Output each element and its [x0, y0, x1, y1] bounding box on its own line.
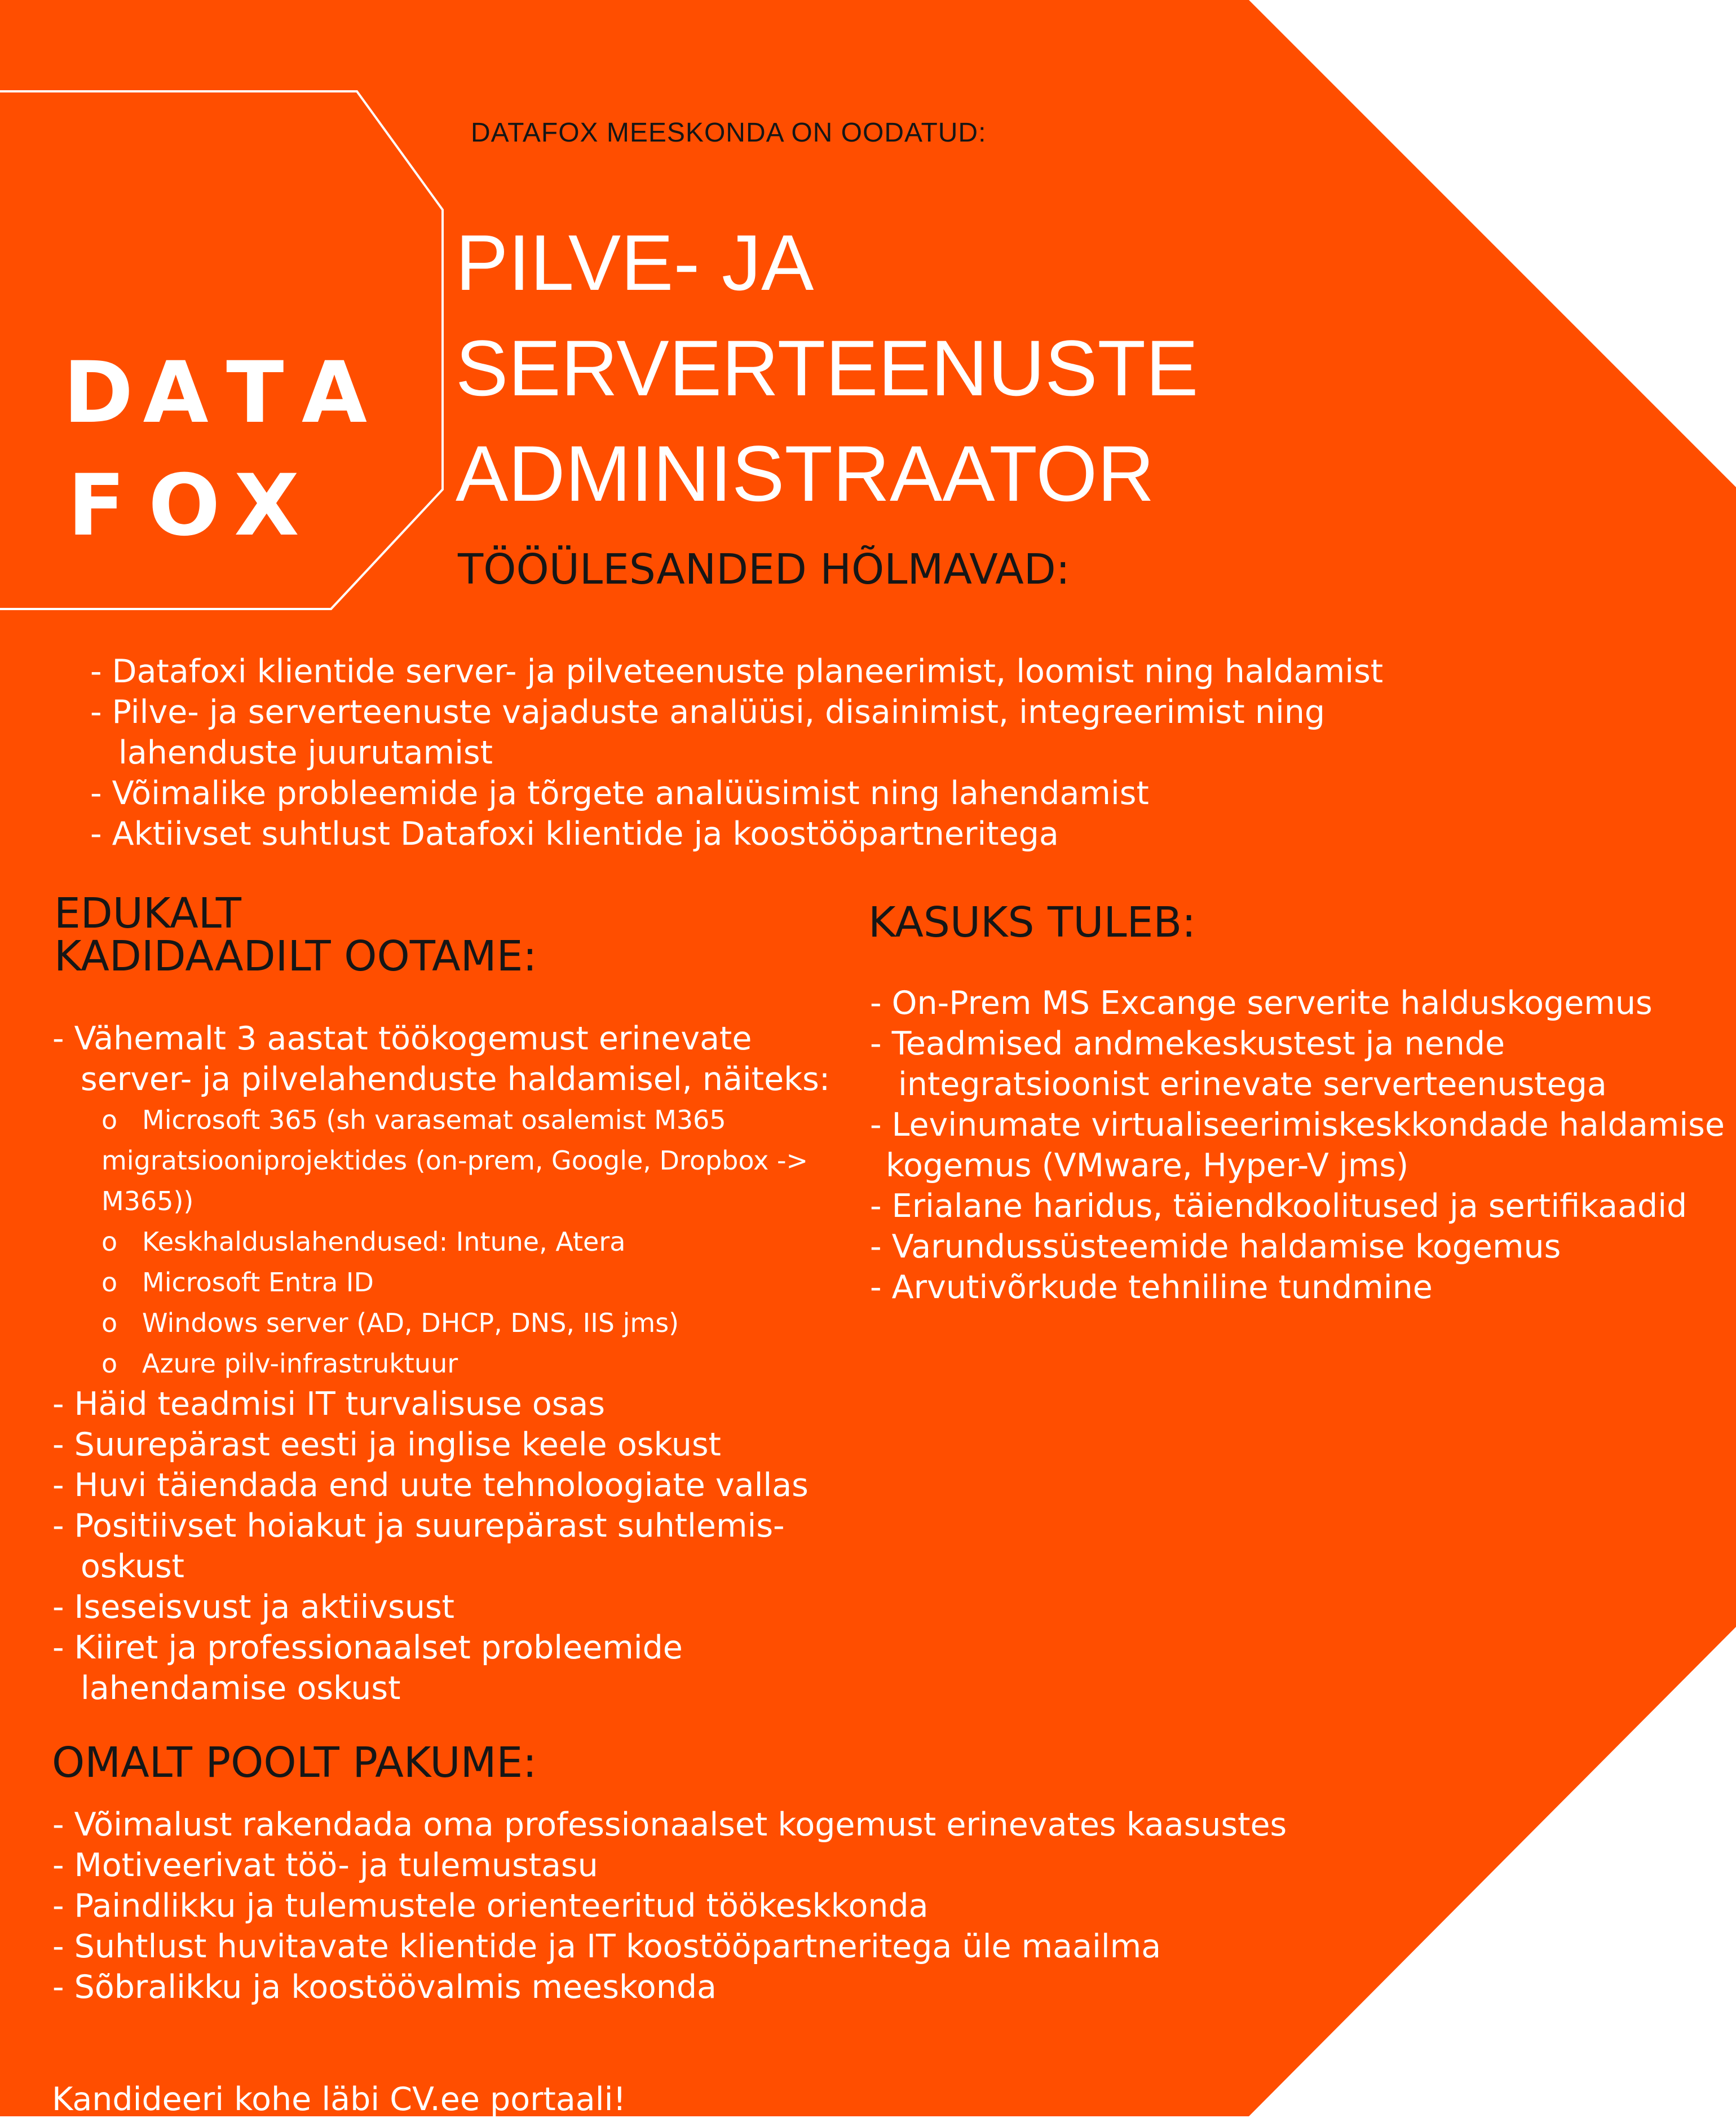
list-item: - Arvutivõrkude tehniline tundmine	[870, 1269, 1433, 1306]
list-item: - Võimalust rakendada oma professionaalset kogemust erinevates kaasustes	[52, 1806, 1287, 1843]
list-item: - Levinumate virtualiseerimiskeskkondade haldamise	[870, 1106, 1725, 1144]
list-item: - Võimalike probleemide ja tõrgete analüüsimist ning lahendamist	[90, 775, 1149, 812]
list-item: - Suurepärast eesti ja inglise keele oskust	[52, 1426, 721, 1463]
logo-letter: A	[143, 344, 209, 442]
logo-letter: X	[234, 457, 299, 555]
expect-heading-line: EDUKALT	[54, 889, 241, 938]
list-item: integratsioonist erinevate serverteenustega	[898, 1066, 1607, 1103]
list-item: - Suhtlust huvitavate klientide ja IT koostööpartneritega üle maailma	[52, 1928, 1161, 1965]
list-item: - Varundussüsteemide haldamise kogemus	[870, 1228, 1561, 1265]
sub-item-text: Keskhalduslahendused: Intune, Atera	[142, 1226, 626, 1257]
expect-list	[52, 1384, 809, 1709]
bullet-icon: o	[101, 1105, 118, 1135]
sub-item-text: Microsoft Entra ID	[142, 1267, 374, 1298]
datafox-logo-line1	[63, 344, 368, 442]
bonus-list	[870, 983, 1725, 1308]
logo-letter: A	[301, 344, 368, 442]
apply-call-to-action: Kandideeri kohe läbi CV.ee portaali!	[52, 2081, 626, 2118]
list-item: - Iseseisvust ja aktiivsust	[52, 1589, 455, 1626]
datafox-logo-line2	[63, 457, 300, 555]
list-item: - Pilve- ja serverteenuste vajaduste analüüsi, disainimist, integreerimist ning	[90, 694, 1326, 731]
logo-letter: T	[226, 344, 284, 442]
bullet-icon: o	[101, 1226, 118, 1257]
list-item: - Paindlikku ja tulemustele orienteeritud töökeskkonda	[52, 1887, 929, 1925]
job-title	[456, 210, 1198, 526]
logo-letter: F	[67, 457, 126, 555]
sub-list-item	[101, 1221, 808, 1262]
expect-sub-list	[101, 1100, 808, 1384]
job-title-line: PILVE- JA	[456, 218, 814, 307]
sub-item-text: Windows server (AD, DHCP, DNS, IIS jms)	[142, 1308, 679, 1338]
list-item: - Häid teadmisi IT turvalisuse osas	[52, 1385, 606, 1423]
list-item: server- ja pilvelahenduste haldamisel, näiteks:	[81, 1061, 831, 1098]
job-title-line: ADMINISTRAATOR	[456, 429, 1155, 518]
list-item: lahenduste juurutamist	[118, 734, 493, 771]
duties-heading: TÖÖÜLESANDED HÕLMAVAD:	[458, 545, 1070, 594]
offer-list	[52, 1804, 1287, 2007]
bullet-icon: o	[101, 1267, 118, 1298]
expect-intro	[52, 1018, 830, 1100]
sub-list-item	[101, 1343, 808, 1384]
expect-heading-line: KADIDAADILT OOTAME:	[54, 932, 537, 981]
list-item: - Erialane haridus, täiendkoolitused ja sertifikaadid	[870, 1188, 1688, 1225]
sub-list-item: migratsiooniprojektides (on-prem, Google, Dropbox ->	[101, 1145, 809, 1176]
list-item: kogemus (VMware, Hyper-V jms)	[886, 1147, 1409, 1184]
logo-letter: D	[63, 344, 134, 442]
bullet-icon: o	[101, 1308, 118, 1338]
list-item: - Positiivset hoiakut ja suurepärast suhtlemis-	[52, 1507, 785, 1545]
expect-heading	[54, 889, 537, 981]
tagline: DATAFOX MEESKONDA ON OODATUD:	[471, 118, 987, 148]
list-item: - Sõbralikku ja koostöövalmis meeskonda	[52, 1969, 717, 2006]
bonus-heading: KASUKS TULEB:	[868, 898, 1196, 947]
sub-item-text: Azure pilv-infrastruktuur	[142, 1348, 458, 1379]
list-item: - On-Prem MS Excange serverite halduskogemus	[870, 985, 1653, 1022]
bullet-icon: o	[101, 1348, 118, 1379]
list-item: - Huvi täiendada end uute tehnoloogiate vallas	[52, 1467, 809, 1504]
job-title-line: SERVERTEENUSTE	[456, 324, 1199, 412]
list-item: - Kiiret ja professionaalset probleemide	[52, 1629, 683, 1666]
offer-heading: OMALT POOLT PAKUME:	[52, 1738, 537, 1787]
list-item: oskust	[81, 1548, 184, 1585]
sub-item-text: Microsoft 365 (sh varasemat osalemist M365	[142, 1105, 726, 1135]
list-item: lahendamise oskust	[81, 1670, 401, 1707]
sub-list-item	[101, 1100, 808, 1140]
list-item: - Teadmised andmekeskustest ja nende	[870, 1025, 1505, 1062]
list-item: - Datafoxi klientide server- ja pilveteenuste planeerimist, loomist ning haldamist	[90, 653, 1384, 690]
logo-letter: O	[148, 457, 220, 555]
sub-list-item	[101, 1303, 808, 1343]
list-item: - Motiveerivat töö- ja tulemustasu	[52, 1847, 598, 1884]
sub-list-item	[101, 1262, 808, 1303]
list-item: - Aktiivset suhtlust Datafoxi klientide ja koostööpartneritega	[90, 815, 1059, 853]
duties-list	[90, 651, 1383, 854]
list-item: - Vähemalt 3 aastat töökogemust erinevate	[52, 1020, 752, 1057]
sub-list-item: M365))	[101, 1186, 194, 1216]
